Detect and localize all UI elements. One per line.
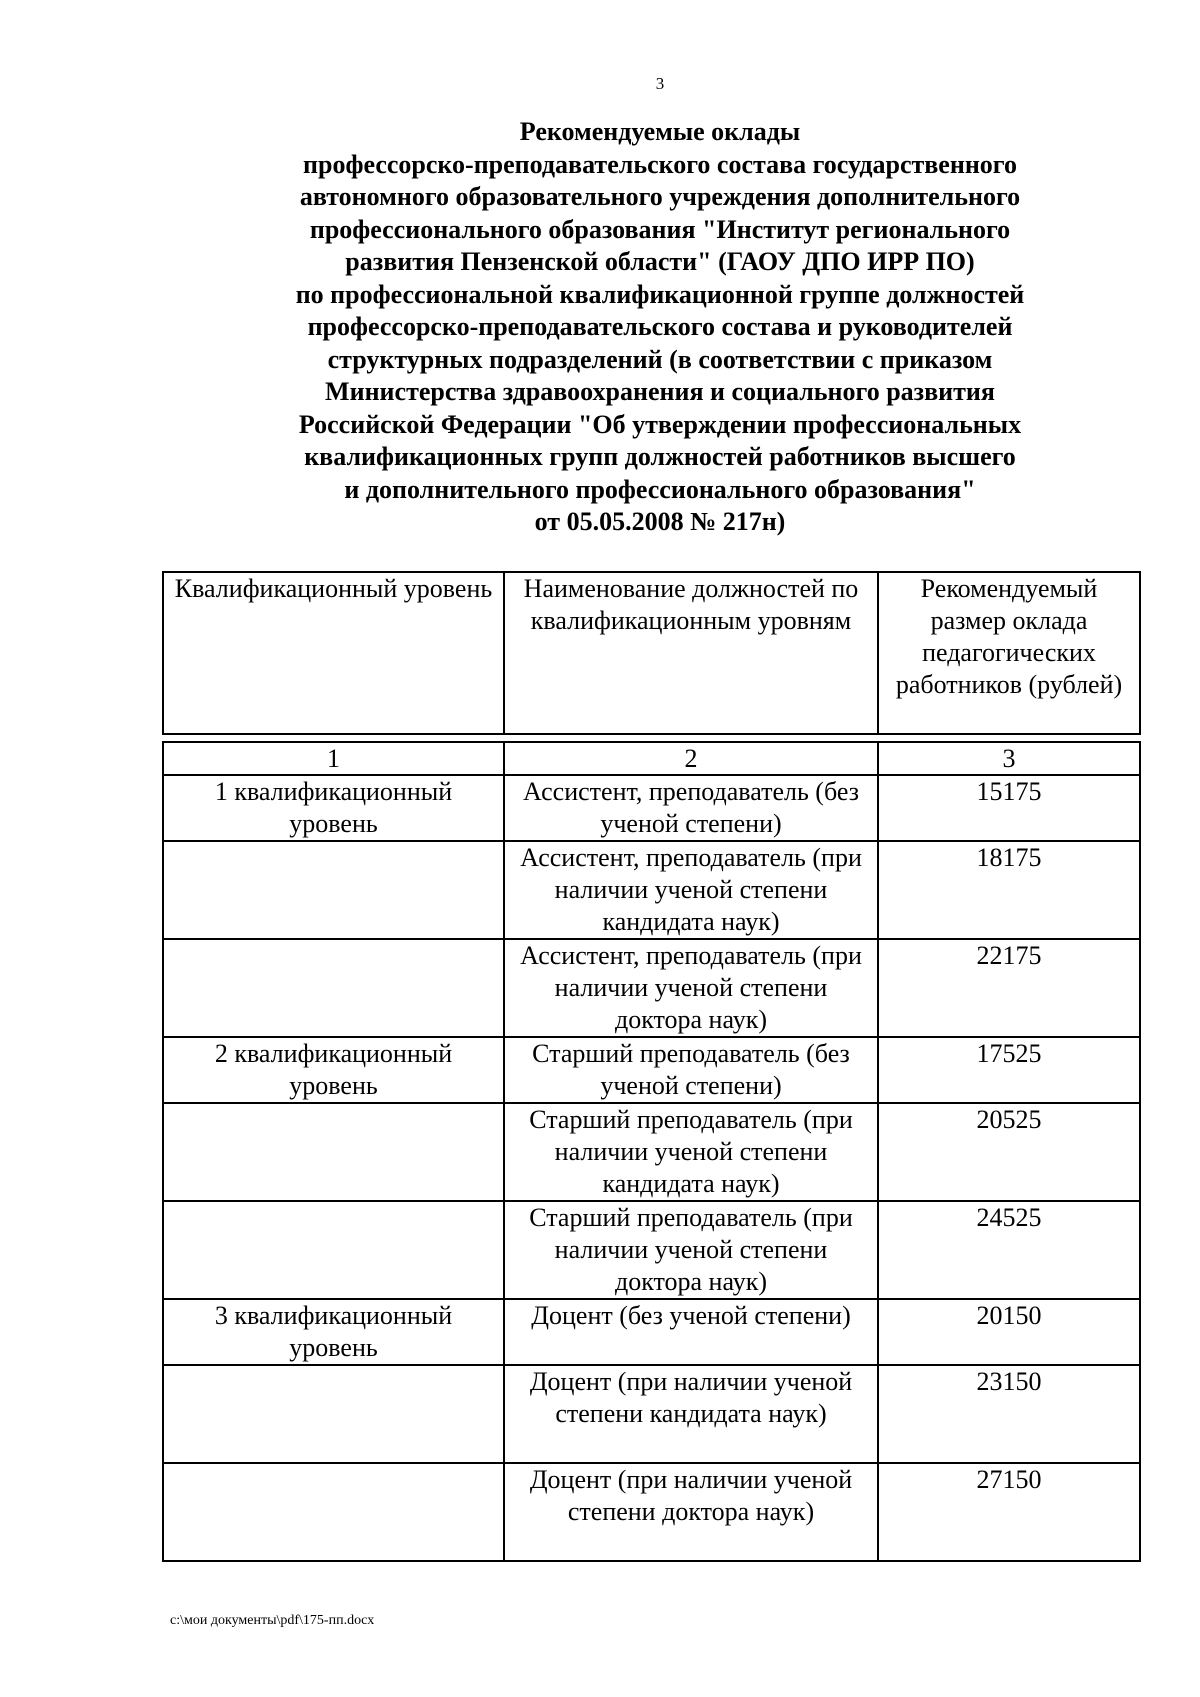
column-number: 1 (163, 742, 504, 775)
salary-cell: 23150 (878, 1365, 1140, 1463)
title-line: профессорско-преподавательского состава государственного (303, 149, 1017, 179)
salary-cell: 22175 (878, 939, 1140, 1037)
salary-cell: 20150 (878, 1299, 1140, 1365)
column-number: 3 (878, 742, 1140, 775)
salary-table (162, 741, 1141, 1562)
title-line: автономного образовательного учреждения дополнительного (299, 182, 1021, 211)
table-row (163, 841, 1140, 939)
position-cell: Ассистент, преподаватель (без ученой степени) (504, 775, 878, 841)
level-cell (163, 939, 504, 1037)
salary-cell: 27150 (878, 1463, 1140, 1561)
title-line: от 05.05.2008 № 217н) (534, 507, 786, 536)
level-cell (163, 841, 504, 939)
column-number-row (163, 742, 1140, 775)
title-line: структурных подразделений (в соответствии с приказом (327, 344, 993, 374)
position-cell: Доцент (при наличии ученой степени кандидата наук) (504, 1365, 878, 1463)
level-cell: 2 квалификационный уровень (163, 1037, 504, 1103)
position-cell: Доцент (при наличии ученой степени доктора наук) (504, 1463, 878, 1561)
level-cell (163, 1103, 504, 1201)
table-row (163, 775, 1140, 841)
footer-file-path: c:\мои документы\pdf\175-пп.docx (170, 1613, 375, 1628)
table-row (163, 1201, 1140, 1299)
title-line: развития Пензенской области" (ГАОУ ДПО ИРР ПО) (345, 247, 975, 276)
title-line: профессионального образования "Институт регионального (309, 214, 1011, 244)
title-line: профессорско-преподавательского состава и руководителей (307, 312, 1013, 341)
level-cell: 3 квалификационный уровень (163, 1299, 504, 1365)
salary-cell: 17525 (878, 1037, 1140, 1103)
salary-cell: 20525 (878, 1103, 1140, 1201)
header-row (163, 572, 1140, 734)
table-row (163, 1103, 1140, 1201)
table-row (163, 1037, 1140, 1103)
table-row (163, 1299, 1140, 1365)
level-cell (163, 1365, 504, 1463)
table-row (163, 939, 1140, 1037)
position-cell: Ассистент, преподаватель (при наличии ученой степени кандидата наук) (504, 841, 878, 939)
page-number: 3 (655, 74, 665, 93)
title-line: по профессиональной квалификационной группе должностей (295, 279, 1025, 309)
salary-table-header (162, 571, 1141, 735)
salary-cell: 18175 (878, 841, 1140, 939)
position-cell: Старший преподаватель (при наличии ученой степени кандидата наук) (504, 1103, 878, 1201)
header-cell-salary: Рекомендуемый размер оклада педагогических работников (рублей) (878, 572, 1140, 734)
column-number: 2 (504, 742, 878, 775)
level-cell (163, 1201, 504, 1299)
header-cell-position: Наименование должностей по квалификационным уровням (504, 572, 878, 734)
title-line: и дополнительного профессионального образования" (344, 474, 976, 504)
document-title (200, 116, 1120, 539)
salary-cell: 15175 (878, 775, 1140, 841)
position-cell: Старший преподаватель (без ученой степени) (504, 1037, 878, 1103)
title-line: Российской Федерации "Об утверждении профессиональных (298, 409, 1022, 439)
position-cell: Старший преподаватель (при наличии ученой степени доктора наук) (504, 1201, 878, 1299)
level-cell: 1 квалификационный уровень (163, 775, 504, 841)
title-line: квалификационных групп должностей работников высшего (304, 442, 1016, 471)
header-cell-level: Квалификационный уровень (163, 572, 504, 734)
title-line: Рекомендуемые оклады (519, 117, 801, 146)
table-row (163, 1365, 1140, 1463)
position-cell: Доцент (без ученой степени) (504, 1299, 878, 1365)
salary-cell: 24525 (878, 1201, 1140, 1299)
position-cell: Ассистент, преподаватель (при наличии ученой степени доктора наук) (504, 939, 878, 1037)
title-line: Министерства здравоохранения и социального развития (325, 377, 995, 406)
level-cell (163, 1463, 504, 1561)
table-row (163, 1463, 1140, 1561)
